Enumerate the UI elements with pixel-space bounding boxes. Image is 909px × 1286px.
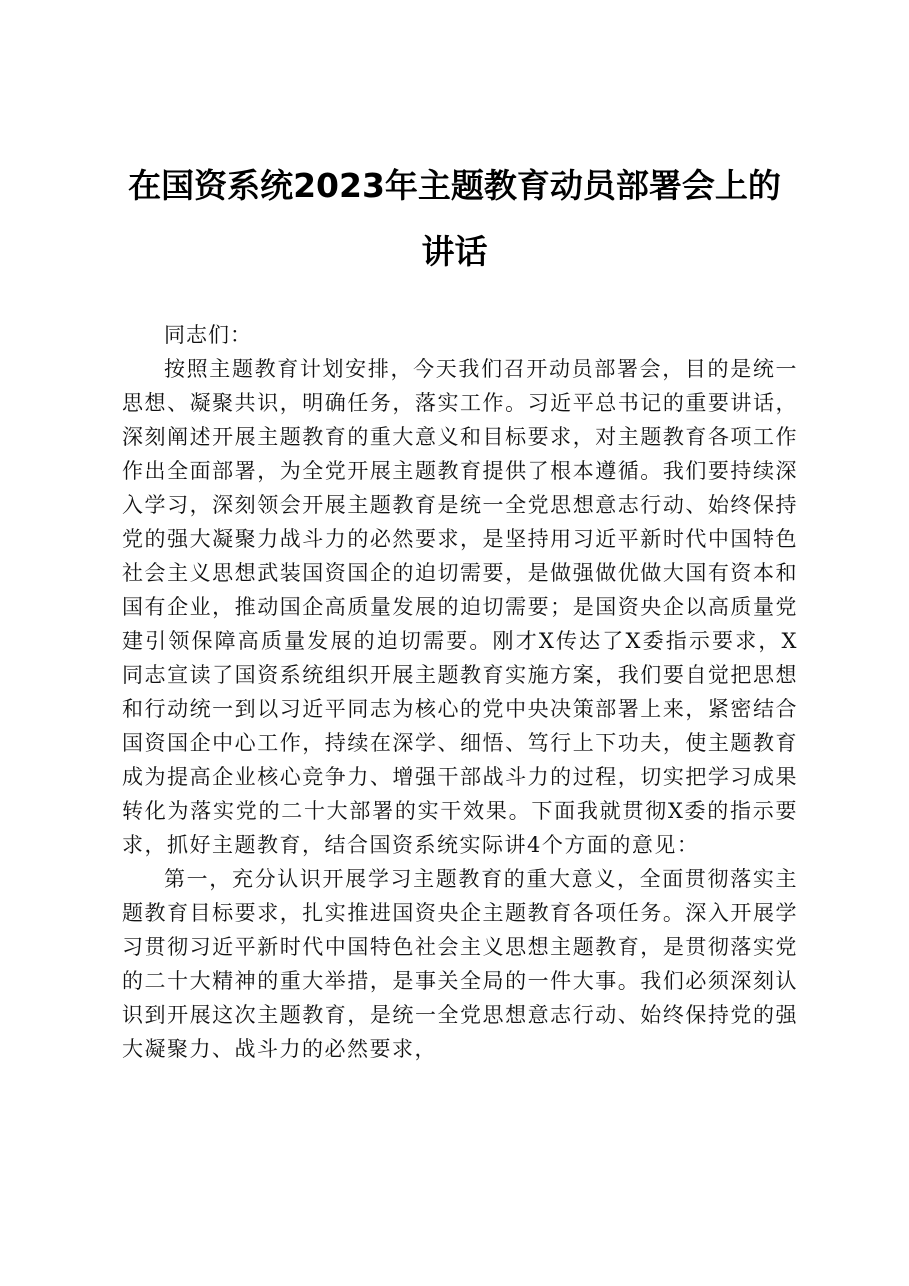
paragraph-1: 按照主题教育计划安排，今天我们召开动员部署会，目的是统一思想、凝聚共识，明确任务，落实工作。习近平总书记的重要讲话，深刻阐述开展主题教育的重大意义和目标要求，对主题教育各项工作作出全面部署，为全党开展主题教育提供了根本遵循。我们要持续深入学习，深刻领会开展主题教育是统一全党思想意志行动、始终保持党的强大凝聚力战斗力的必然要求，是坚持用习近平新时代中国特色社会主义思想武装国资国企的迫切需要，是做强做优做大国有资本和国有企业，推动国企高质量发展的迫切需要；是国资央企以高质量党建引领保障高质量发展的迫切需要。刚才X传达了X委指示要求，X同志宣读了国资系统组织开展主题教育实施方案，我们要自觉把思想和行动统一到以习近平同志为核心的党中央决策部署上来，紧密结合国资国企中心工作，持续在深学、细悟、笃行上下功夫，使主题教育成为提高企业核心竞争力、增强干部战斗力的过程，切实把学习成果转化为落实党的二十大部署的实干效果。下面我就贯彻X委的指示要求，抓好主题教育，结合国资系统实际讲4个方面的意见： (122, 357, 798, 857)
salutation: 同志们： (164, 323, 252, 347)
document-body (122, 318, 798, 1066)
document-title-line-1: 在国资系统2023年主题教育动员部署会上的 (128, 166, 781, 205)
paragraph-2: 第一，充分认识开展学习主题教育的重大意义，全面贯彻落实主题教育目标要求，扎实推进国资央企主题教育各项任务。深入开展学习贯彻习近平新时代中国特色社会主义思想主题教育，是贯彻落实党的二十大精神的重大举措，是事关全局的一件大事。我们必须深刻认识到开展这次主题教育，是统一全党思想意志行动、始终保持党的强大凝聚力、战斗力的必然要求， (122, 867, 798, 1061)
document-title-line-2: 讲话 (421, 232, 488, 271)
